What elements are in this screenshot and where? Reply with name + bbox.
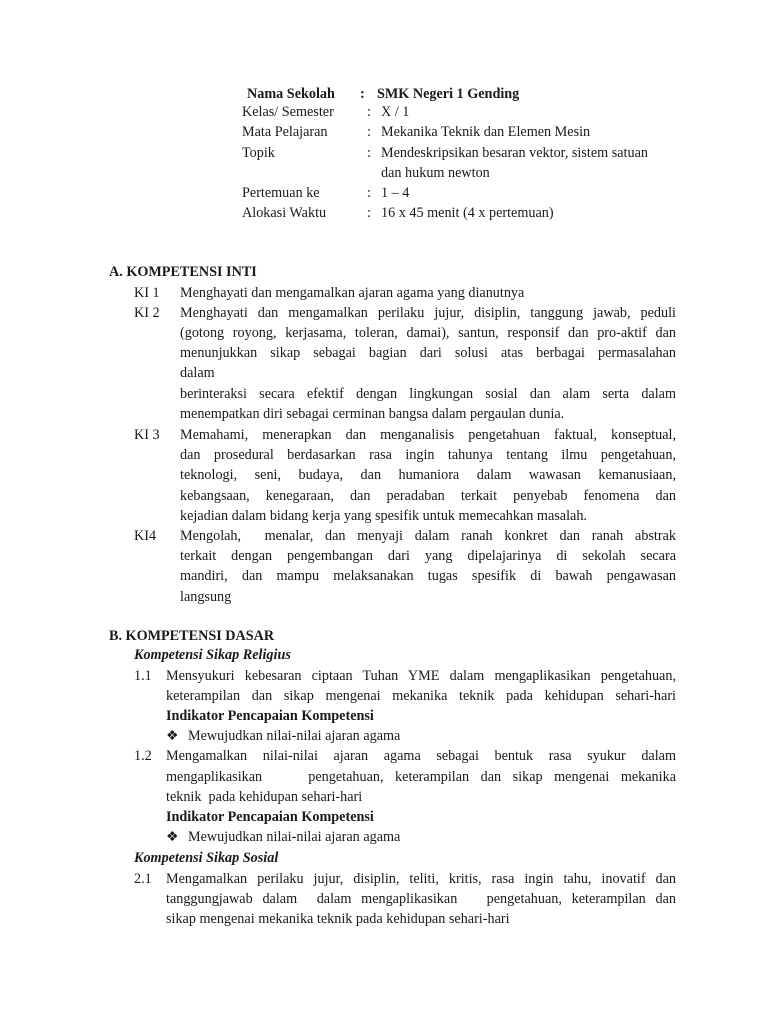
ki4-line: Mengolah, menalar, dan menyaji dalam ranah konkret dan ranah abstrak xyxy=(180,528,676,544)
ki4-code: KI4 xyxy=(134,528,157,544)
sep-topik: : xyxy=(367,145,371,161)
ki3-line: kejadian dalam bidang kerja yang spesifik untuk memecahkan masalah. xyxy=(180,508,587,524)
diamond-bullet-icon: ❖ xyxy=(166,728,179,744)
indikator-title: Indikator Pencapaian Kompetensi xyxy=(166,809,374,825)
ki1-line: Menghayati dan mengamalkan ajaran agama yang dianutnya xyxy=(180,285,525,301)
ki2-line: menunjukkan sikap sebagai bagian dari solusi atas berbagai permasalahan xyxy=(180,345,676,361)
value-kelas-semester: X / 1 xyxy=(381,104,410,120)
sep-kelas-semester: : xyxy=(367,104,371,120)
indikator-item: Mewujudkan nilai-nilai ajaran agama xyxy=(188,829,401,845)
ki2-code: KI 2 xyxy=(134,305,160,321)
kd-2-1-line1: Mengamalkan perilaku jujur, disiplin, teliti, kritis, rasa ingin tahu, inovatif dan xyxy=(166,871,676,887)
label-mata-pelajaran: Mata Pelajaran xyxy=(242,124,328,140)
sep-alokasi-waktu: : xyxy=(367,205,371,221)
kd-1-1-line1: Mensyukuri kebesaran ciptaan Tuhan YME dalam mengaplikasikan pengetahuan, xyxy=(166,668,676,684)
label-alokasi-waktu: Alokasi Waktu xyxy=(242,205,327,221)
ki3-code: KI 3 xyxy=(134,427,160,443)
section-b-title: B. KOMPETENSI DASAR xyxy=(109,628,275,644)
kd-2-1-line3: sikap mengenai mekanika teknik pada kehidupan sehari-hari xyxy=(166,911,510,927)
label-pertemuan: Pertemuan ke xyxy=(242,185,320,201)
kd-2-1-line2: tanggungjawab dalam dalam mengaplikasikan pengetahuan, keterampilan dan xyxy=(166,891,676,907)
value-topik-line2: dan hukum newton xyxy=(381,165,490,181)
sep-nama-sekolah: : xyxy=(360,86,365,102)
label-nama-sekolah: Nama Sekolah xyxy=(247,86,335,102)
value-alokasi-waktu: 16 x 45 menit (4 x pertemuan) xyxy=(381,205,554,221)
section-a-title: A. KOMPETENSI INTI xyxy=(109,264,257,280)
subheading-sikap-sosial: Kompetensi Sikap Sosial xyxy=(134,850,279,866)
ki4-line: mandiri, dan mampu melaksanakan tugas spesifik di bawah pengawasan xyxy=(180,568,676,584)
label-kelas-semester: Kelas/ Semester xyxy=(242,104,334,120)
kd-1-2-number: 1.2 xyxy=(134,748,152,764)
kd-2-1-number: 2.1 xyxy=(134,871,152,887)
value-topik-line1: Mendeskripsikan besaran vektor, sistem satuan xyxy=(381,145,648,161)
label-topik: Topik xyxy=(242,145,275,161)
subheading-sikap-religius: Kompetensi Sikap Religius xyxy=(134,647,291,663)
kd-1-2-line3: teknik pada kehidupan sehari-hari xyxy=(166,789,363,805)
ki2-line: (gotong royong, kerjasama, toleran, damai), santun, responsif dan pro-aktif dan xyxy=(180,325,676,341)
indikator-item: Mewujudkan nilai-nilai ajaran agama xyxy=(188,728,401,744)
ki3-line: teknologi, seni, budaya, dan humaniora dalam wawasan kemanusiaan, xyxy=(180,467,676,483)
ki3-line: dan prosedural berdasarkan rasa ingin tahunya tentang ilmu pengetahuan, xyxy=(180,447,676,463)
ki2-line: dalam xyxy=(180,365,215,381)
ki2-line: Menghayati dan mengamalkan perilaku jujur, disiplin, tanggung jawab, peduli xyxy=(180,305,676,321)
ki1-code: KI 1 xyxy=(134,285,160,301)
ki2-line: berinteraksi secara efektif dengan lingkungan sosial dan alam serta dalam xyxy=(180,386,676,402)
ki4-line: terkait dengan pengembangan dari yang dipelajarinya di sekolah secara xyxy=(180,548,676,564)
value-nama-sekolah: SMK Negeri 1 Gending xyxy=(377,86,520,102)
ki3-line: Memahami, menerapkan dan menganalisis pengetahuan faktual, konseptual, xyxy=(180,427,676,443)
kd-1-1-number: 1.1 xyxy=(134,668,152,684)
ki4-line: langsung xyxy=(180,589,232,605)
value-mata-pelajaran: Mekanika Teknik dan Elemen Mesin xyxy=(381,124,591,140)
diamond-bullet-icon: ❖ xyxy=(166,829,179,845)
sep-pertemuan: : xyxy=(367,185,371,201)
ki3-line: kebangsaan, kenegaraan, dan peradaban terkait penyebab fenomena dan xyxy=(180,488,676,504)
indikator-title: Indikator Pencapaian Kompetensi xyxy=(166,708,374,724)
kd-1-1-line2: keterampilan dan sikap mengenai mekanika teknik pada kehidupan sehari-hari xyxy=(166,688,676,704)
sep-mata-pelajaran: : xyxy=(367,124,371,140)
kd-1-2-line2: mengaplikasikan pengetahuan, keterampilan dan sikap mengenai mekanika xyxy=(166,769,676,785)
ki2-line: menempatkan diri sebagai cerminan bangsa dalam pergaulan dunia. xyxy=(180,406,565,422)
kd-1-2-line1: Mengamalkan nilai-nilai ajaran agama sebagai bentuk rasa syukur dalam xyxy=(166,748,676,764)
value-pertemuan: 1 – 4 xyxy=(381,185,410,201)
